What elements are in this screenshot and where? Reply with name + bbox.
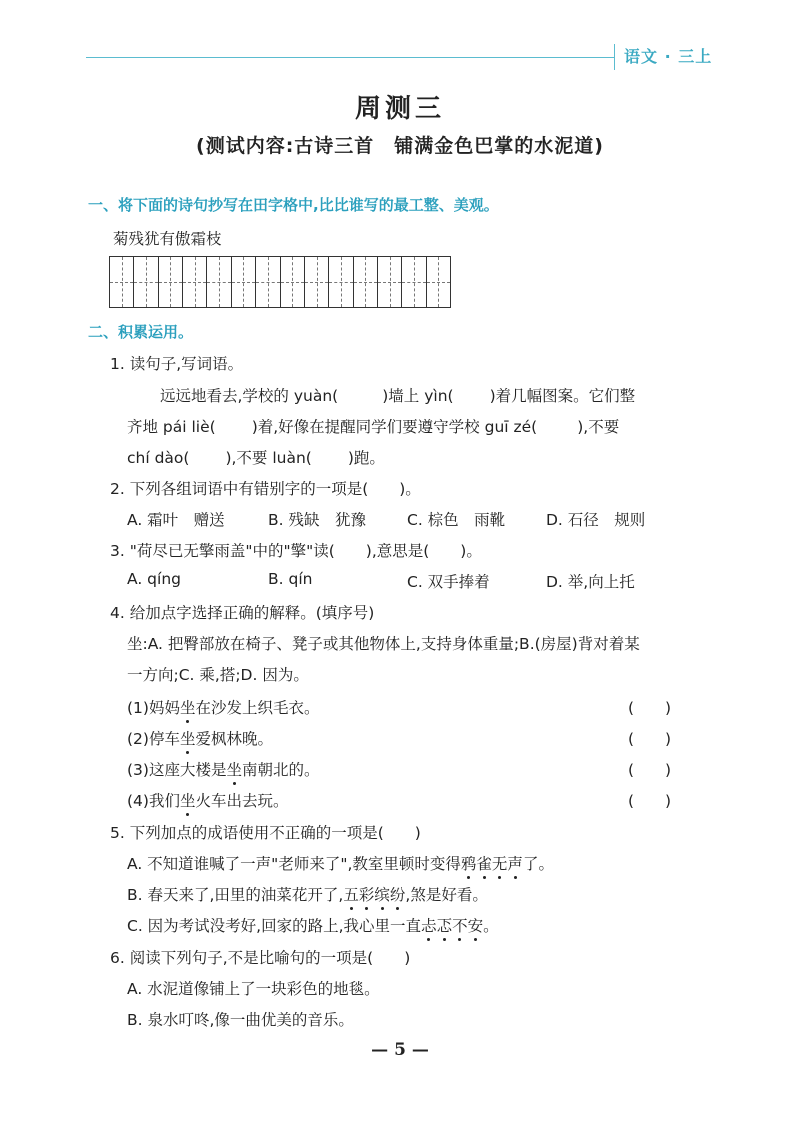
q1-text: )着,好像在提醒同学们要遵守学校 guī zé( <box>251 418 538 436</box>
page-subtitle: (测试内容:古诗三首 铺满金色巴掌的水泥道) <box>196 135 604 157</box>
grid-cell[interactable] <box>378 257 402 307</box>
q3-option-c[interactable]: C. 双手捧着 <box>407 573 490 591</box>
dotted-char: 坐 <box>226 758 242 780</box>
q1-text: chí dào( <box>127 449 190 467</box>
q5-text: C. 因为考试没考好,回家的路上,我心里一直 <box>127 917 422 935</box>
dotted-char: 彩 <box>359 883 375 905</box>
q5-stem: 5. 下列加点的成语使用不正确的一项是( ) <box>110 824 421 842</box>
dotted-char: 安 <box>468 914 484 936</box>
q4-item-text: 爱枫林晚。 <box>195 730 273 748</box>
grid-cell[interactable] <box>110 257 134 307</box>
grid-cell[interactable] <box>305 257 329 307</box>
q4-item-text: (1)妈妈 <box>127 699 180 717</box>
q5-text: ,煞是好看。 <box>405 886 488 904</box>
page-title: 周测三 <box>354 94 445 124</box>
q3-option-a[interactable]: A. qíng <box>127 570 181 588</box>
dotted-char: 无 <box>492 852 508 874</box>
dotted-char: 纷 <box>390 883 406 905</box>
dotted-char: 忑 <box>437 914 453 936</box>
dotted-char: 声 <box>507 852 523 874</box>
dotted-char: 五 <box>343 883 359 905</box>
q2-option-b[interactable]: B. 残缺 犹豫 <box>268 511 366 529</box>
grid-cell[interactable] <box>232 257 256 307</box>
grid-cell[interactable] <box>427 257 450 307</box>
q2-option-a[interactable]: A. 霜叶 赠送 <box>127 511 225 529</box>
q1-stem: 1. 读句子,写词语。 <box>110 355 244 373</box>
grid-cell[interactable] <box>354 257 378 307</box>
q5-text: 。 <box>483 917 499 935</box>
q1-text: ),不要 <box>577 418 620 436</box>
q4-item-3 <box>127 758 320 780</box>
q5-text: 了。 <box>522 855 554 873</box>
grid-cell[interactable] <box>281 257 305 307</box>
q4-item-text: (4)我们 <box>127 792 180 810</box>
q4-item-text: (3)这座大楼是 <box>127 761 227 779</box>
q1-text: ),不要 luàn( <box>225 449 312 467</box>
q6-option-a[interactable]: A. 水泥道像铺上了一块彩色的地毯。 <box>127 980 380 998</box>
q4-item-4 <box>127 789 289 811</box>
grid-cell[interactable] <box>134 257 158 307</box>
q5-option-c[interactable] <box>127 914 499 936</box>
q5-option-b[interactable] <box>127 883 488 905</box>
q5-text: B. 春天来了,田里的油菜花开了, <box>127 886 344 904</box>
grid-cell[interactable] <box>159 257 183 307</box>
q5-option-a[interactable] <box>127 852 554 874</box>
q2-stem: 2. 下列各组词语中有错别字的一项是( )。 <box>110 480 421 498</box>
grid-cell[interactable] <box>207 257 231 307</box>
q4-item-text: 南朝北的。 <box>241 761 320 779</box>
q1-text: )着几幅图案。它们整 <box>489 387 636 405</box>
header-subject-label: 语文 · 三上 <box>624 47 713 66</box>
q5-text: A. 不知道谁喊了一声"老师来了",教室里顿时变得 <box>127 855 461 873</box>
q6-stem: 6. 阅读下列句子,不是比喻句的一项是( ) <box>110 949 411 967</box>
dotted-char: 雀 <box>476 852 492 874</box>
section-1-heading: 一、将下面的诗句抄写在田字格中,比比谁写的最工整、美观。 <box>88 196 499 214</box>
q3-stem: 3. "荷尽已无擎雨盖"中的"擎"读( ),意思是( )。 <box>110 542 482 560</box>
answer-paren[interactable]: ( ) <box>628 792 672 810</box>
dotted-char: 忐 <box>421 914 437 936</box>
q3-option-b[interactable]: B. qín <box>268 570 313 588</box>
q4-item-text: (2)停车 <box>127 730 180 748</box>
section-2-heading: 二、积累运用。 <box>88 323 194 341</box>
header-divider <box>614 44 615 70</box>
poem-line: 菊残犹有傲霜枝 <box>113 230 222 248</box>
grid-cell[interactable] <box>329 257 353 307</box>
header-rule <box>86 57 614 58</box>
dotted-char: 坐 <box>180 789 196 811</box>
q6-option-b[interactable]: B. 泉水叮咚,像一曲优美的音乐。 <box>127 1011 354 1029</box>
q4-definition-1: 坐:A. 把臀部放在椅子、凳子或其他物体上,支持身体重量;B.(房屋)背对着某 <box>127 635 640 653</box>
q2-option-c[interactable]: C. 棕色 雨靴 <box>407 511 506 529</box>
grid-cell[interactable] <box>183 257 207 307</box>
dotted-char: 坐 <box>180 696 196 718</box>
answer-paren[interactable]: ( ) <box>628 761 672 779</box>
q4-definition-2: 一方向;C. 乘,搭;D. 因为。 <box>127 666 309 684</box>
q4-item-text: 火车出去玩。 <box>195 792 289 810</box>
q1-text: )墙上 yìn( <box>382 387 454 405</box>
q3-option-d[interactable]: D. 举,向上托 <box>546 573 635 591</box>
q4-item-2 <box>127 727 273 749</box>
dotted-char: 坐 <box>180 727 196 749</box>
q1-text: 远远地看去,学校的 yuàn( <box>160 387 339 405</box>
q4-stem: 4. 给加点字选择正确的解释。(填序号) <box>110 604 375 622</box>
q1-text: 齐地 pái liè( <box>127 418 216 436</box>
page-number: — 5 — <box>371 1040 429 1060</box>
q2-option-d[interactable]: D. 石径 规则 <box>546 511 646 529</box>
grid-cell[interactable] <box>256 257 280 307</box>
q4-item-1 <box>127 696 320 718</box>
dotted-char: 鸦 <box>461 852 477 874</box>
q1-line-3 <box>127 446 385 468</box>
q1-line-1 <box>160 384 635 406</box>
answer-paren[interactable]: ( ) <box>628 699 672 717</box>
tianzige-grid[interactable] <box>109 256 451 308</box>
q4-item-text: 在沙发上织毛衣。 <box>195 699 320 717</box>
grid-cell[interactable] <box>402 257 426 307</box>
q1-line-2 <box>127 415 619 437</box>
q1-text: )跑。 <box>347 449 385 467</box>
dotted-char: 不 <box>452 914 468 936</box>
dotted-char: 缤 <box>374 883 390 905</box>
answer-paren[interactable]: ( ) <box>628 730 672 748</box>
